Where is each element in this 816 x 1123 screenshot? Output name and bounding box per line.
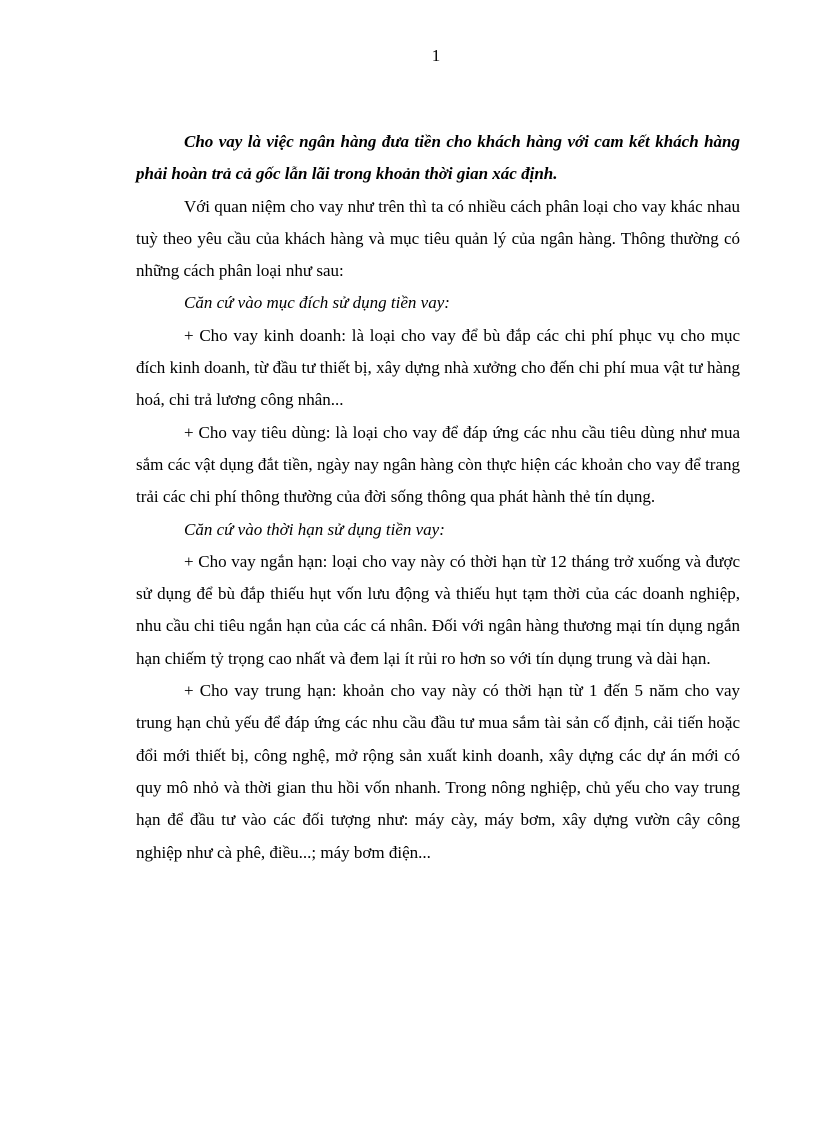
purpose-criterion-heading: Căn cứ vào mục đích sử dụng tiền vay: — [184, 293, 450, 313]
short-term-loan-paragraph: + Cho vay ngắn hạn: loại cho vay này có thời hạn từ 12 tháng trở xuống và được sử dụng để bù đắp thiếu hụt vốn lưu động và thiếu hụt tạm thời của các doanh nghiệp, nhu cầu chi tiêu ngắn hạn của các cá nhân. Đối với ngân hàng thương mại tín dụng ngắn hạn chiếm tỷ trọng cao nhất và đem lại ít rủi ro hơn so với tín dụng trung và dài hạn. — [136, 551, 740, 668]
classification-intro-paragraph: Với quan niệm cho vay như trên thì ta có nhiều cách phân loại cho vay khác nhau tuỳ theo yêu cầu của khách hàng và mục tiêu quản lý của ngân hàng. Thông thường có những cách phân loại như sau: — [136, 196, 740, 281]
loan-definition-paragraph: Cho vay là việc ngân hàng đưa tiền cho khách hàng với cam kết khách hàng phải hoàn trả cả gốc lẫn lãi trong khoản thời gian xác định. — [136, 132, 740, 184]
business-loan-paragraph: + Cho vay kinh doanh: là loại cho vay để bù đắp các chi phí phục vụ cho mục đích kinh doanh, từ đầu tư thiết bị, xây dựng nhà xưởng cho đến chi phí mua vật tư hàng hoá, chi trả lương công nhân... — [136, 325, 740, 410]
consumer-loan-paragraph: + Cho vay tiêu dùng: là loại cho vay để đáp ứng các nhu cầu tiêu dùng như mua sắm các vật dụng đắt tiền, ngày nay ngân hàng còn thực hiện các khoản cho vay để trang trải các chi phí thông thường của đời sống thông qua phát hành thẻ tín dụng. — [136, 422, 740, 507]
page-number: 1 — [431, 46, 441, 65]
term-criterion-heading: Căn cứ vào thời hạn sử dụng tiền vay: — [184, 519, 445, 539]
document-body — [136, 126, 740, 869]
medium-term-loan-paragraph: + Cho vay trung hạn: khoản cho vay này có thời hạn từ 1 đến 5 năm cho vay trung hạn chủ yếu để đáp ứng các nhu cầu đầu tư mua sắm tài sản cố định, cải tiến hoặc đổi mới thiết bị, công nghệ, mở rộng sản xuất kinh doanh, xây dựng các dự án mới có quy mô nhỏ và thời gian thu hồi vốn nhanh. Trong nông nghiệp, chủ yếu cho vay trung hạn để đầu tư vào các đối tượng như: máy cày, máy bơm, xây dựng vườn cây công nghiệp như cà phê, điều...; máy bơm điện... — [136, 681, 740, 862]
